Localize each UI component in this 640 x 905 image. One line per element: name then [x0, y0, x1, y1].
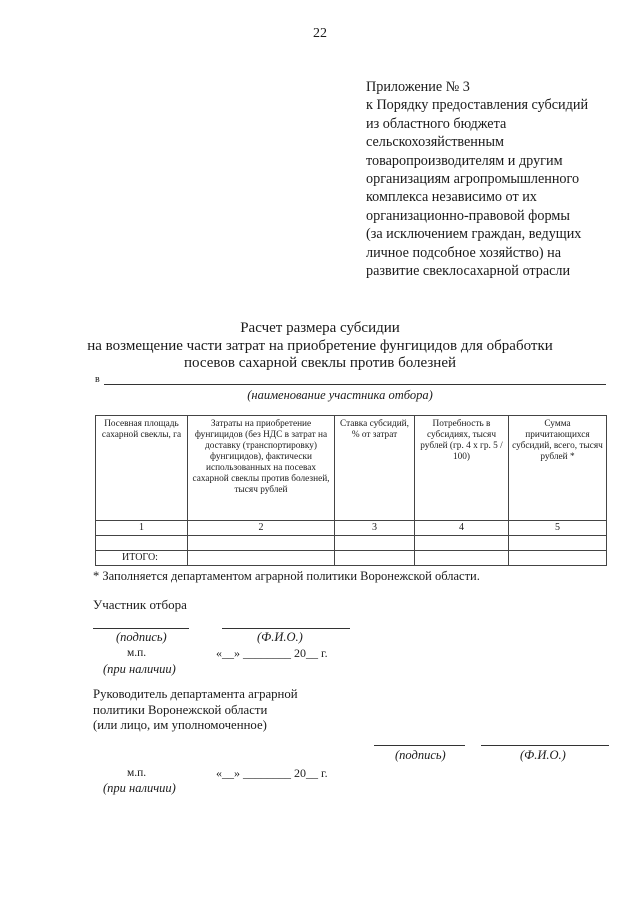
participant-signature-line[interactable]: [93, 628, 189, 629]
head-date[interactable]: «__» ________ 20__ г.: [216, 766, 328, 780]
appendix-line: сельскохозяйственным: [366, 134, 505, 151]
appendix-header: [366, 78, 588, 280]
table-total-row: [96, 551, 607, 566]
appendix-line: комплекса независимо от их: [366, 189, 537, 206]
appendix-line: организациям агропромышленного: [366, 171, 580, 188]
appendix-line: товаропроизводителям и другим: [366, 152, 563, 169]
table-header-cell: Потребность в субсидиях, тысяч рублей (гр. 4 х гр. 5 / 100): [415, 416, 509, 521]
table-cell[interactable]: [509, 536, 607, 551]
column-number: 4: [415, 521, 509, 536]
table-cell[interactable]: [415, 536, 509, 551]
table-cell[interactable]: [335, 551, 415, 566]
title-line: посевов сахарной свеклы против болезней: [183, 355, 457, 371]
table-cell[interactable]: [335, 536, 415, 551]
table-cell[interactable]: [188, 551, 335, 566]
head-signature-line[interactable]: [374, 745, 465, 746]
participant-stamp-note: (при наличии): [103, 662, 176, 676]
head-line: (или лицо, им уполномоченное): [93, 718, 267, 732]
head-stamp-note: (при наличии): [103, 781, 176, 795]
appendix-line: (за исключением граждан, ведущих: [366, 226, 582, 243]
table-number-row: [96, 521, 607, 536]
footnote: * Заполняется департаментом аграрной политики Воронежской области.: [93, 569, 480, 583]
title-line: на возмещение части затрат на приобретение фунгицидов для обработки: [87, 337, 553, 354]
column-number: 5: [509, 521, 607, 536]
appendix-line: развитие свеклосахарной отрасли: [366, 263, 571, 280]
subsidy-table: [95, 415, 607, 566]
appendix-line: к Порядку предоставления субсидий: [366, 97, 589, 114]
table-cell[interactable]: [509, 551, 607, 566]
table-row: [96, 536, 607, 551]
table-cell[interactable]: [96, 536, 188, 551]
head-name-caption: (Ф.И.О.): [520, 748, 566, 762]
participant-sign-caption: (подпись): [116, 630, 167, 644]
table-cell[interactable]: [188, 536, 335, 551]
column-number: 3: [335, 521, 415, 536]
appendix-line: личное подсобное хозяйство) на: [366, 244, 562, 261]
participant-label: Участник отбора: [93, 597, 187, 612]
appendix-line: из областного бюджета: [366, 115, 507, 132]
appendix-line: организационно-правовой формы: [366, 207, 570, 224]
org-prefix: в: [95, 374, 100, 385]
total-label: ИТОГО:: [96, 551, 188, 566]
table-header-row: [96, 416, 607, 521]
table-header-cell: Затраты на приобретение фунгицидов (без НДС в затрат на доставку (транспортировку) фунгицидов), фактически использованных на посевах сахарной свеклы против болезней, тысяч рублей: [188, 416, 335, 521]
column-number: 1: [96, 521, 188, 536]
table-header-cell: Ставка субсидий, % от затрат: [335, 416, 415, 521]
head-name-line[interactable]: [481, 745, 609, 746]
column-number: 2: [188, 521, 335, 536]
org-name-line[interactable]: [104, 384, 606, 385]
appendix-line: Приложение № 3: [366, 79, 470, 95]
table-header-cell: Посевная площадь сахарной свеклы, га: [96, 416, 188, 521]
head-sign-caption: (подпись): [395, 748, 446, 762]
head-stamp: м.п.: [127, 767, 147, 779]
table-header-cell: Сумма причитающихся субсидий, всего, тысяч рублей *: [509, 416, 607, 521]
department-head-block: [93, 687, 298, 734]
head-line: Руководитель департамента аграрной: [93, 687, 298, 701]
page-number: 22: [313, 26, 327, 41]
participant-name-caption: (Ф.И.О.): [257, 630, 303, 644]
document-title: [0, 320, 640, 373]
head-line: политики Воронежской области: [93, 702, 268, 717]
title-line: Расчет размера субсидии: [240, 320, 400, 336]
participant-date[interactable]: «__» ________ 20__ г.: [216, 646, 328, 660]
org-caption: (наименование участника отбора): [247, 388, 433, 402]
participant-stamp: м.п.: [127, 647, 147, 659]
participant-name-line[interactable]: [222, 628, 350, 629]
table-cell[interactable]: [415, 551, 509, 566]
